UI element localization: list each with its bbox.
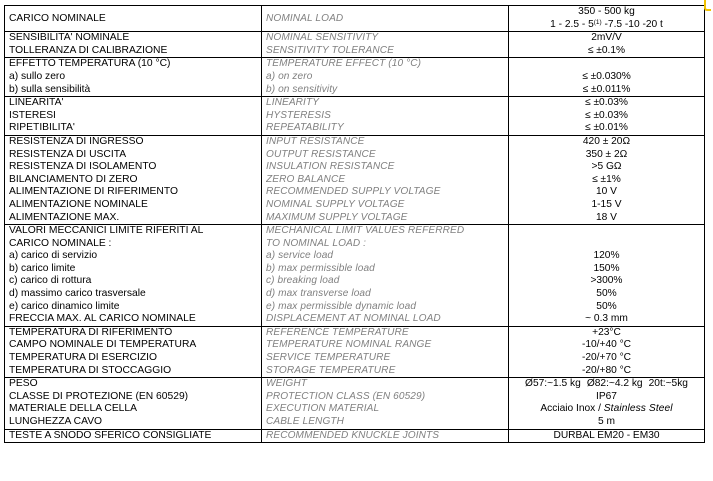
row-mechanical-group: [5, 225, 705, 327]
row-linearity-group: [5, 97, 705, 136]
label-en: TEMPERATURE EFFECT (10 °C) a) on zero b) on sensitivity: [262, 58, 509, 97]
label-en: REFERENCE TEMPERATURE TEMPERATURE NOMINAL RANGE SERVICE TEMPERATURE STORAGE TEMPERATURE: [262, 326, 509, 377]
value: Ø57:~1.5 kg Ø82:~4.2 kg 20t:~5kg IP67 Acciaio Inox / Stainless Steel 5 m: [509, 378, 705, 429]
value: 420 ± 20Ω 350 ± 2Ω >5 GΩ ≤ ±1% 10 V 1-15 V 18 V: [509, 135, 705, 224]
row-electrical-group: [5, 135, 705, 224]
label-en: MECHANICAL LIMIT VALUES REFERRED TO NOMINAL LOAD : a) service load b) max permissible load c) breaking load d) max transverse load e) max permissible dynamic load DISPLACEMENT AT NOMINAL LOAD: [262, 225, 509, 327]
label-it: TEMPERATURA DI RIFERIMENTO CAMPO NOMINALE DI TEMPERATURA TEMPERATURA DI ESERCIZIO TEMPERATURA DI STOCCAGGIO: [5, 326, 262, 377]
weight-values: Ø57:~1.5 kg Ø82:~4.2 kg 20t:~5kg: [525, 378, 688, 390]
row-temperature-group: [5, 326, 705, 377]
spec-sheet: [4, 5, 704, 443]
row-sensitivity-group: [5, 32, 705, 58]
row-temperature-effect-group: [5, 58, 705, 97]
row-nominal-load: [5, 6, 705, 32]
value: DURBAL EM20 - EM30: [509, 429, 705, 443]
label-en: LINEARITY HYSTERESIS REPEATABILITY: [262, 97, 509, 136]
page-corner-mark: [704, 0, 711, 11]
label-it: PESO CLASSE DI PROTEZIONE (EN 60529) MATERIALE DELLA CELLA LUNGHEZZA CAVO: [5, 378, 262, 429]
specification-table: [4, 5, 705, 443]
row-knuckle-joints: [5, 429, 705, 443]
label-it: EFFETTO TEMPERATURA (10 °C) a) sullo zero b) sulla sensibilità: [5, 58, 262, 97]
label-it: CARICO NOMINALE: [5, 6, 262, 32]
value: 350 - 500 kg 1 - 2.5 - 5$^{(1)}$ -7.5 -10 -20 t: [509, 6, 705, 32]
label-en: WEIGHT PROTECTION CLASS (EN 60529) EXECUTION MATERIAL CABLE LENGTH: [262, 378, 509, 429]
value: ≤ ±0.03% ≤ ±0.03% ≤ ±0.01%: [509, 97, 705, 136]
value: ≤ ±0.030% ≤ ±0.011%: [509, 58, 705, 97]
label-it: TESTE A SNODO SFERICO CONSIGLIATE: [5, 429, 262, 443]
label-it: SENSIBILITA' NOMINALE TOLLERANZA DI CALIBRAZIONE: [5, 32, 262, 58]
label-en: INPUT RESISTANCE OUTPUT RESISTANCE INSULATION RESISTANCE ZERO BALANCE RECOMMENDED SUPPLY VOLTAGE NOMINAL SUPPLY VOLTAGE MAXIMUM SUPPLY VOLTAGE: [262, 135, 509, 224]
material-value: Acciaio Inox / Stainless Steel: [540, 403, 673, 415]
row-physical-group: [5, 378, 705, 429]
label-it: VALORI MECCANICI LIMITE RIFERITI AL CARICO NOMINALE : a) carico di servizio b) carico limite c) carico di rottura d) massimo carico trasversale e) carico dinamico limite FRECCIA MAX. AL CARICO NOMINALE: [5, 225, 262, 327]
value: 120% 150% >300% 50% 50% ~ 0.3 mm: [509, 225, 705, 327]
label-it: LINEARITA' ISTERESI RIPETIBILITA': [5, 97, 262, 136]
label-en: RECOMMENDED KNUCKLE JOINTS: [262, 429, 509, 443]
label-it: RESISTENZA DI INGRESSO RESISTENZA DI USCITA RESISTENZA DI ISOLAMENTO BILANCIAMENTO DI ZERO ALIMENTAZIONE DI RIFERIMENTO ALIMENTAZIONE NOMINALE ALIMENTAZIONE MAX.: [5, 135, 262, 224]
label-en: NOMINAL LOAD: [262, 6, 509, 32]
nominal-load-range: 1 - 2.5 - 5$^{(1)}$ -7.5 -10 -20 t: [550, 18, 663, 30]
value: 2mV/V ≤ ±0.1%: [509, 32, 705, 58]
label-en: NOMINAL SENSITIVITY SENSITIVITY TOLERANCE: [262, 32, 509, 58]
value: +23°C -10/+40 °C -20/+70 °C -20/+80 °C: [509, 326, 705, 377]
